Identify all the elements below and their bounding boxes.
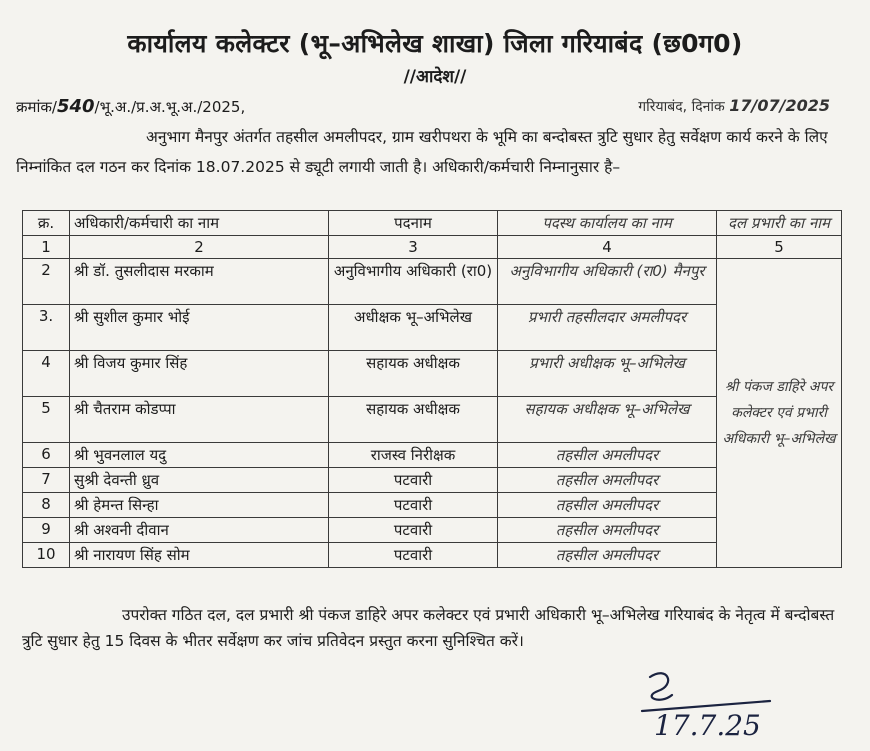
reference-handwritten-number: 540: [56, 96, 95, 117]
row-name: श्री नारायण सिंह सोम: [70, 543, 329, 568]
row-serial: 5: [23, 397, 70, 443]
column-number: 4: [498, 236, 717, 259]
order-heading: //आदेश//: [403, 67, 467, 87]
row-name: श्री हेमन्त सिन्हा: [70, 493, 329, 518]
row-post: पटवारी: [329, 468, 498, 493]
row-post: पटवारी: [329, 543, 498, 568]
row-post: राजस्व निरीक्षक: [329, 443, 498, 468]
row-serial: 2: [23, 259, 70, 305]
column-number: 1: [23, 236, 70, 259]
row-serial: 6: [23, 443, 70, 468]
row-serial: 3.: [23, 305, 70, 351]
reference-prefix: क्रमांक/: [16, 98, 57, 116]
row-office: अनुविभागीय अधिकारी (रा0) मैनपुर: [498, 259, 717, 305]
signature-scribble-icon: [620, 665, 800, 745]
column-number: 5: [717, 236, 842, 259]
header-incharge: दल प्रभारी का नाम: [717, 211, 842, 236]
row-name: श्री डॉ. तुसलीदास मरकाम: [70, 259, 329, 305]
row-post: सहायक अधीक्षक: [329, 351, 498, 397]
row-office: प्रभारी तहसीलदार अमलीपदर: [498, 305, 717, 351]
row-post: अधीक्षक भू–अभिलेख: [329, 305, 498, 351]
row-name: श्री भुवनलाल यदु: [70, 443, 329, 468]
reference-number: [16, 96, 245, 117]
header-serial: क्र.: [23, 211, 70, 236]
team-incharge: श्री पंकज डाहिरे अपर कलेक्टर एवं प्रभारी अधिकारी भू–अभिलेख: [717, 259, 842, 568]
row-office: तहसील अमलीपदर: [498, 543, 717, 568]
header-name: अधिकारी/कर्मचारी का नाम: [70, 211, 329, 236]
row-serial: 4: [23, 351, 70, 397]
row-office: तहसील अमलीपदर: [498, 468, 717, 493]
closing-paragraph: उपरोक्त गठित दल, दल प्रभारी श्री पंकज डाहिरे अपर कलेक्टर एवं प्रभारी अधिकारी भू–अभिलेख गरियाबंद के नेतृत्व में बन्दोबस्त त्रुटि सुधार हेतु 15 दिवस के भीतर सर्वेक्षण कर जांच प्रतिवेदन प्रस्तुत करना सुनिश्चित करें।: [22, 606, 835, 650]
row-serial: 8: [23, 493, 70, 518]
column-number: 2: [70, 236, 329, 259]
team-table: [22, 210, 842, 568]
order-date: 17/07/2025: [729, 96, 830, 115]
row-office: प्रभारी अधीक्षक भू–अभिलेख: [498, 351, 717, 397]
row-post: अनुविभागीय अधिकारी (रा0): [329, 259, 498, 305]
row-serial: 7: [23, 468, 70, 493]
row-office: तहसील अमलीपदर: [498, 493, 717, 518]
row-serial: 10: [23, 543, 70, 568]
row-post: सहायक अधीक्षक: [329, 397, 498, 443]
row-post: पटवारी: [329, 493, 498, 518]
row-office: तहसील अमलीपदर: [498, 443, 717, 468]
table-row: [23, 259, 842, 305]
header-office: पदस्थ कार्यालय का नाम: [498, 211, 717, 236]
row-name: श्री अश्वनी दीवान: [70, 518, 329, 543]
row-post: पटवारी: [329, 518, 498, 543]
column-number: 3: [329, 236, 498, 259]
row-office: तहसील अमलीपदर: [498, 518, 717, 543]
office-title: कार्यालय कलेक्टर (भू–अभिलेख शाखा) जिला गरियाबंद (छ0ग0): [127, 29, 743, 58]
place-date: [638, 96, 830, 116]
row-name: सुश्री देवन्ती ध्रुव: [70, 468, 329, 493]
place-label: गरियाबंद, दिनांक: [638, 99, 725, 115]
intro-paragraph: अनुभाग मैनपुर अंतर्गत तहसील अमलीपदर, ग्राम खरीपथरा के भूमि का बन्दोबस्त त्रुटि सुधार हेतु सर्वेक्षण कार्य करने के लिए निम्नांकित दल गठन कर दिनांक 18.07.2025 से ड्यूटी लगायी जाती है। अधिकारी/कर्मचारी निम्नानुसार है–: [16, 128, 828, 176]
signature-date: 17.7.25: [654, 709, 761, 742]
row-serial: 9: [23, 518, 70, 543]
row-office: सहायक अधीक्षक भू–अभिलेख: [498, 397, 717, 443]
table-header-row: [23, 211, 842, 236]
row-name: श्री चैतराम कोडप्पा: [70, 397, 329, 443]
row-name: श्री विजय कुमार सिंह: [70, 351, 329, 397]
header-post: पदनाम: [329, 211, 498, 236]
column-number-row: [23, 236, 842, 259]
reference-suffix: /भू.अ./प्र.अ.भू.अ./2025,: [94, 98, 246, 116]
row-name: श्री सुशील कुमार भोई: [70, 305, 329, 351]
signature: [620, 665, 800, 745]
